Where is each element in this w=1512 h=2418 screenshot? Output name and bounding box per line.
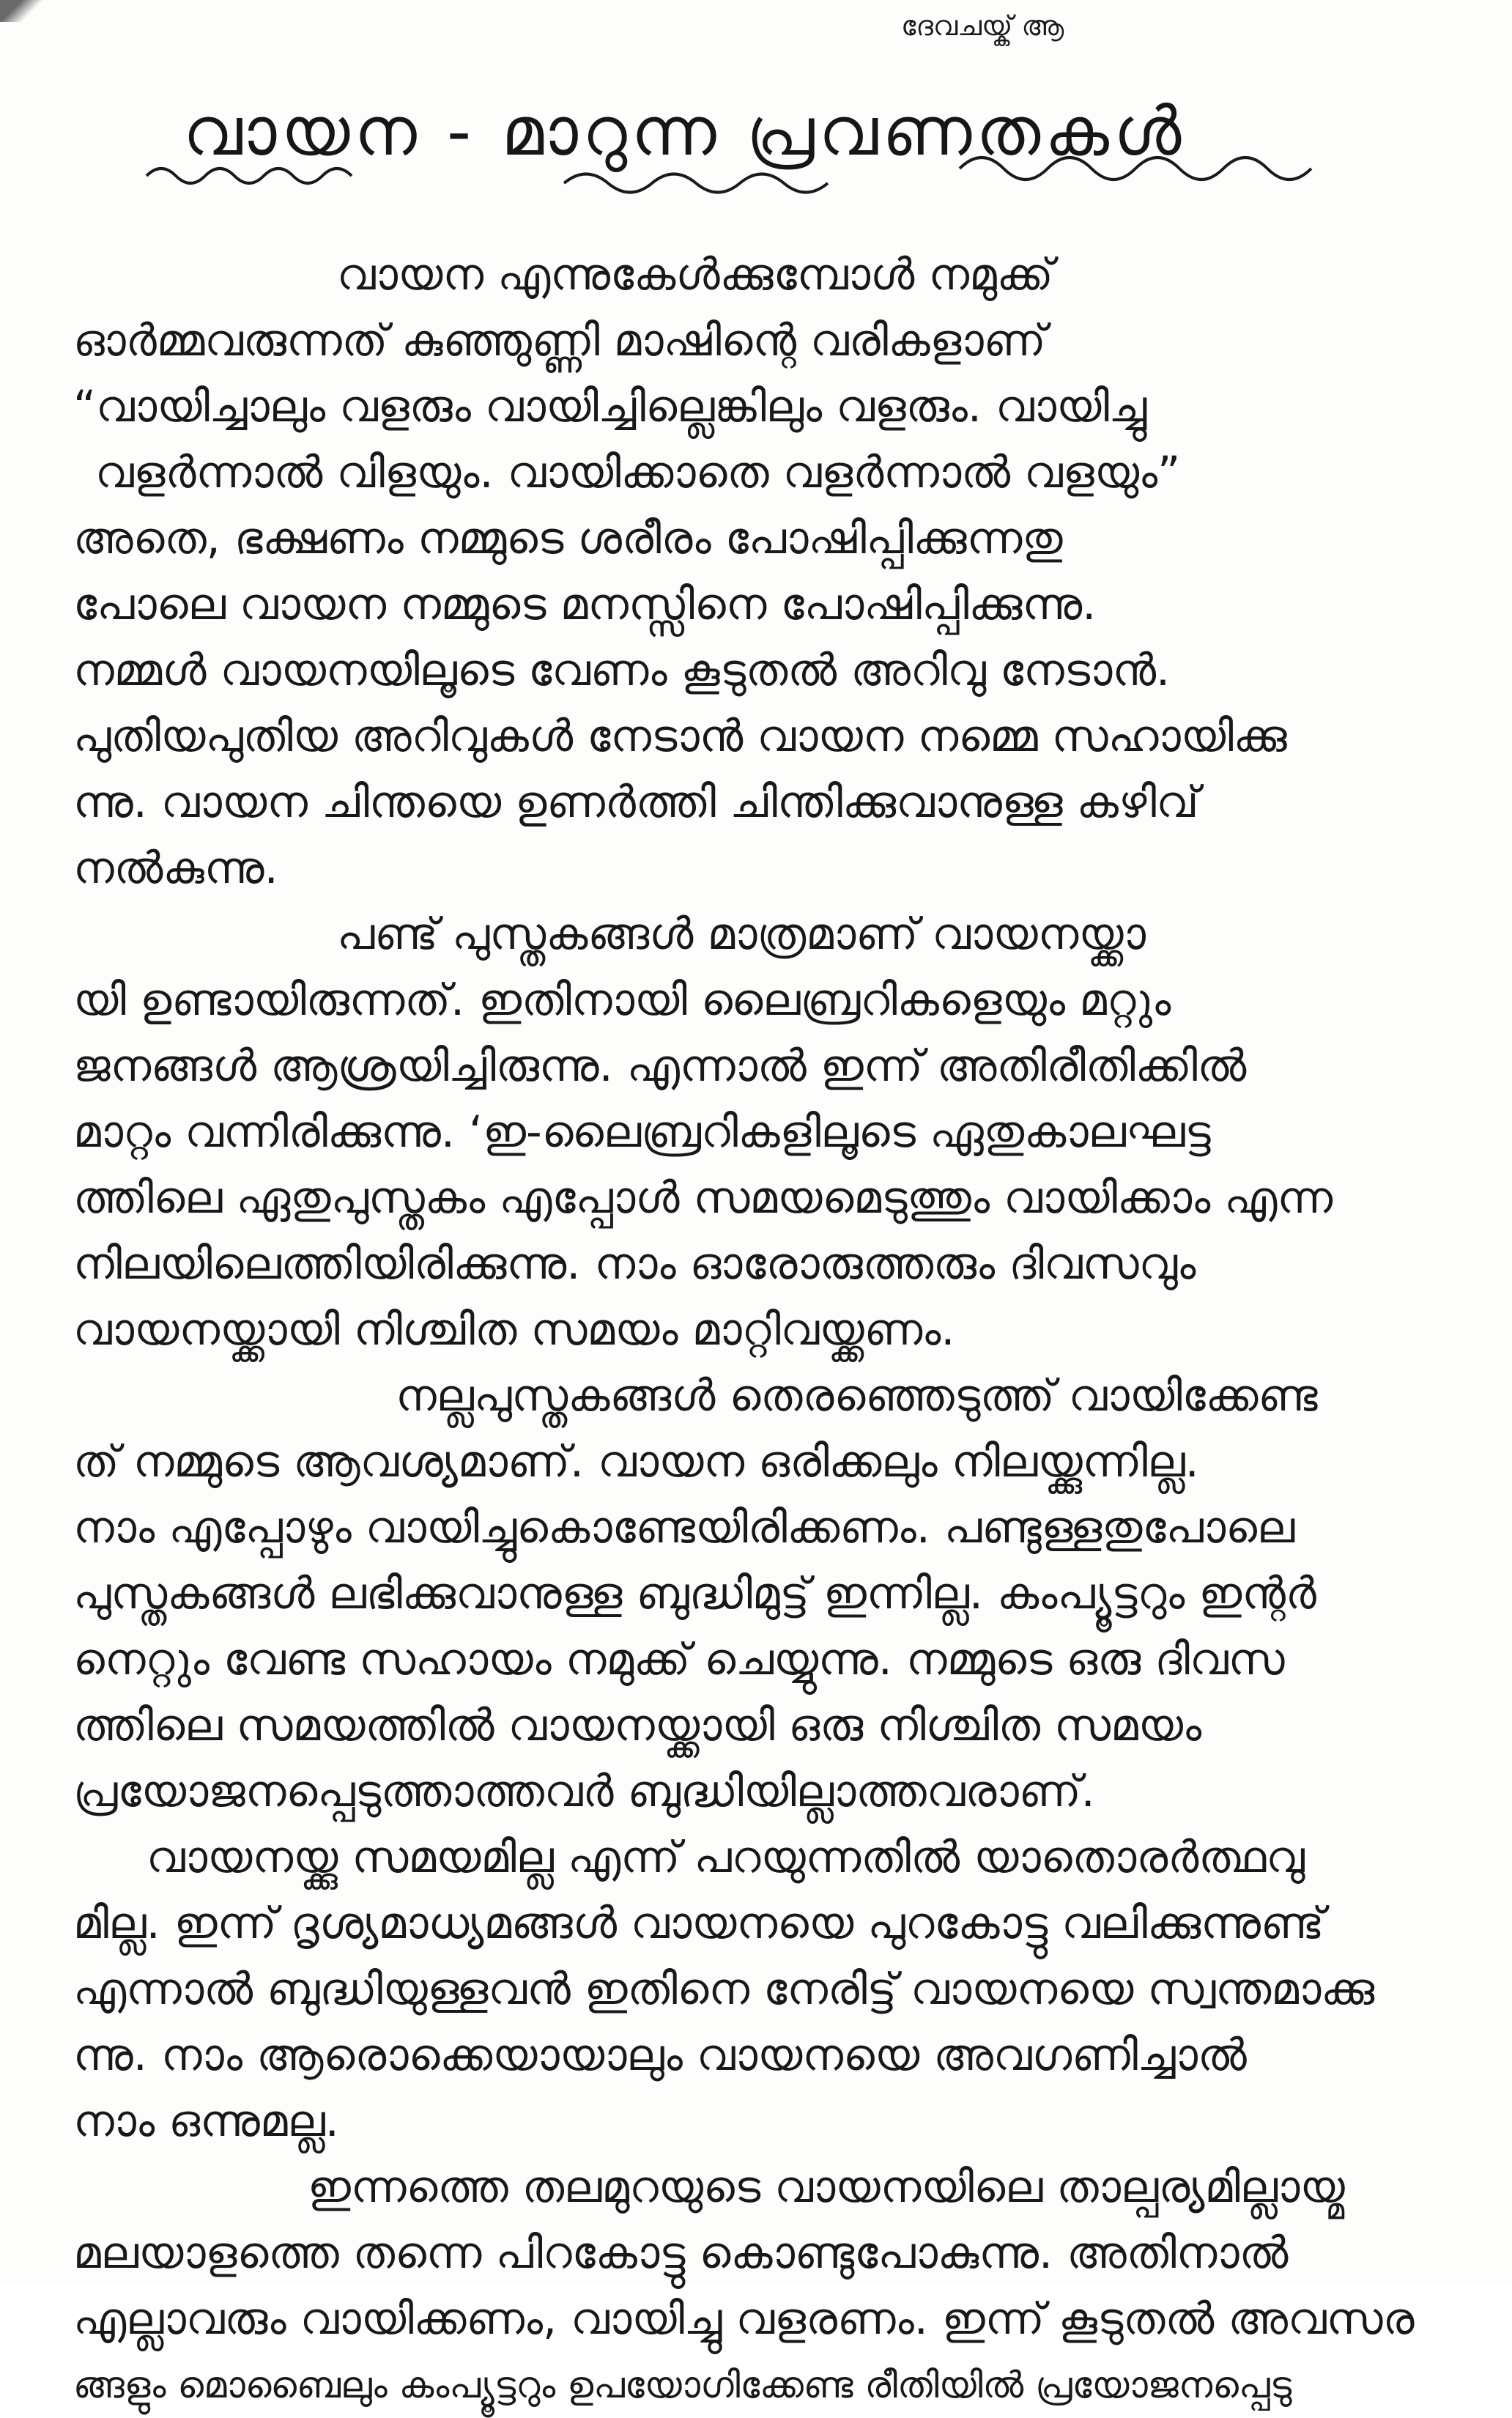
essay-line: വായന എന്നുകേൾക്കുമ്പോൾ നമുക്ക്: [337, 249, 1053, 300]
essay-line: ന്നു. വായന ചിന്തയെ ഉണർത്തി ചിന്തിക്കുവാനുള്ള കഴിവ്: [73, 777, 1199, 828]
essay-line: പോലെ വായന നമ്മുടെ മനസ്സിനെ പോഷിപ്പിക്കുന്നു.: [73, 579, 1097, 630]
essay-line: വായനയ്ക്കായി നിശ്ചിത സമയം മാറ്റിവയ്ക്കണം.: [73, 1304, 955, 1356]
essay-line: നാം എപ്പോഴും വായിച്ചുകൊണ്ടേയിരിക്കണം. പണ്ടുള്ളതുപോലെ: [73, 1502, 1295, 1553]
essay-line: ങ്ങളും മൊബൈലും കംപ്യൂട്ടറും ഉപയോഗിക്കേണ്ട രീതിയിൽ പ്രയോജനപ്പെടു: [73, 2364, 1292, 2406]
essay-line: എന്നാൽ ബുദ്ധിയുള്ളവൻ ഇതിനെ നേരിട്ട് വായനയെ സ്വന്തമാക്കു: [73, 1964, 1375, 2015]
essay-line: ത്തിലെ സമയത്തിൽ വായനയ്ക്കായി ഒരു നിശ്ചിത സമയം: [73, 1700, 1202, 1751]
essay-line: അതെ, ഭക്ഷണം നമ്മുടെ ശരീരം പോഷിപ്പിക്കുന്നതു: [73, 513, 1063, 564]
page-title: വായന - മാറുന്ന പ്രവണതകൾ: [183, 92, 1186, 171]
essay-line: ത് നമ്മുടെ ആവശ്യമാണ്. വായന ഒരിക്കലും നിലയ്ക്കുന്നില്ല.: [73, 1436, 1199, 1487]
essay-line: പുതിയപുതിയ അറിവുകൾ നേടാൻ വായന നമ്മെ സഹായിക്കു: [73, 711, 1287, 762]
essay-line: നൽകുന്നു.: [73, 843, 278, 894]
essay-line: പ്രയോജനപ്പെടുത്താത്തവർ ബുദ്ധിയില്ലാത്തവരാണ്.: [73, 1766, 1095, 1817]
essay-line: വായനയ്ക്കു സമയമില്ല എന്ന് പറയുന്നതിൽ യാതൊരർത്ഥവു: [147, 1832, 1305, 1883]
essay-line: നല്ലപുസ്തകങ്ങൾ തെരഞ്ഞെടുത്ത് വായിക്കേണ്ട: [396, 1370, 1318, 1421]
essay-line: മാറ്റം വന്നിരിക്കുന്നു. ‘ഇ-ലൈബ്രറികളിലൂടെ ഏതുകാലഘട്ട: [73, 1106, 1211, 1158]
essay-line: വളർന്നാൽ വിളയും. വായിക്കാതെ വളർന്നാൽ വളയും”: [95, 447, 1181, 498]
underline-stroke-2: [564, 174, 828, 193]
essay-line: ത്തിലെ ഏതുപുസ്തകം എപ്പോൾ സമയമെടുത്തും വായിക്കാം എന്ന: [73, 1172, 1333, 1224]
essay-line: ഓർമ്മവരുന്നത് കുഞ്ഞുണ്ണി മാഷിന്റെ വരികളാണ്: [73, 315, 1046, 366]
essay-line: പുസ്തകങ്ങൾ ലഭിക്കുവാനുള്ള ബുദ്ധിമുട്ട് ഇന്നില്ല. കംപ്യൂട്ടറും ഇന്റർ: [73, 1568, 1316, 1619]
essay-line: ഇന്നത്തെ തലമുറയുടെ വായനയിലെ താല്പര്യമില്ലായ്മ: [308, 2162, 1345, 2213]
essay-line: എല്ലാവരും വായിക്കണം, വായിച്ചു വളരണം. ഇന്ന് കൂടുതൽ അവസര: [73, 2293, 1415, 2345]
author-signature: ദേവചയ്ക് ആ: [901, 10, 1064, 42]
essay-line: നിലയിലെത്തിയിരിക്കുന്നു. നാം ഓരോരുത്തരും ദിവസവും: [73, 1238, 1196, 1290]
essay-line: ന്നു. നാം ആരൊക്കെയായാലും വായനയെ അവഗണിച്ചാൽ: [73, 2030, 1247, 2081]
essay-line: മലയാളത്തെ തന്നെ പിറകോട്ടു കൊണ്ടുപോകുന്നു. അതിനാൽ: [73, 2227, 1289, 2279]
essay-line: ജനങ്ങൾ ആശ്രയിച്ചിരുന്നു. എന്നാൽ ഇന്ന് അതിരീതിക്കിൽ: [73, 1040, 1247, 1092]
essay-line: നമ്മൾ വായനയിലൂടെ വേണം കൂടുതൽ അറിവു നേടാൻ.: [73, 645, 1171, 696]
essay-line: യി ഉണ്ടായിരുന്നത്. ഇതിനായി ലൈബ്രറികളെയും മറ്റും: [73, 975, 1171, 1026]
corner-ink-mark: [0, 0, 51, 22]
essay-line: പണ്ട് പുസ്തകങ്ങൾ മാത്രമാണ് വായനയ്ക്കാ: [337, 909, 1146, 960]
essay-line: “വായിച്ചാലും വളരും വായിച്ചില്ലെങ്കിലും വളരും. വായിച്ചു: [73, 381, 1147, 432]
essay-line: നെറ്റും വേണ്ട സഹായം നമുക്ക് ചെയ്യുന്നു. നമ്മുടെ ഒരു ദിവസ: [73, 1634, 1285, 1685]
essay-line: മില്ല. ഇന്ന് ദൃശ്യമാധ്യമങ്ങൾ വായനയെ പുറകോട്ടു വലിക്കുന്നുണ്ട്: [73, 1898, 1324, 1949]
essay-line: നാം ഒന്നുമല്ല.: [73, 2096, 339, 2147]
